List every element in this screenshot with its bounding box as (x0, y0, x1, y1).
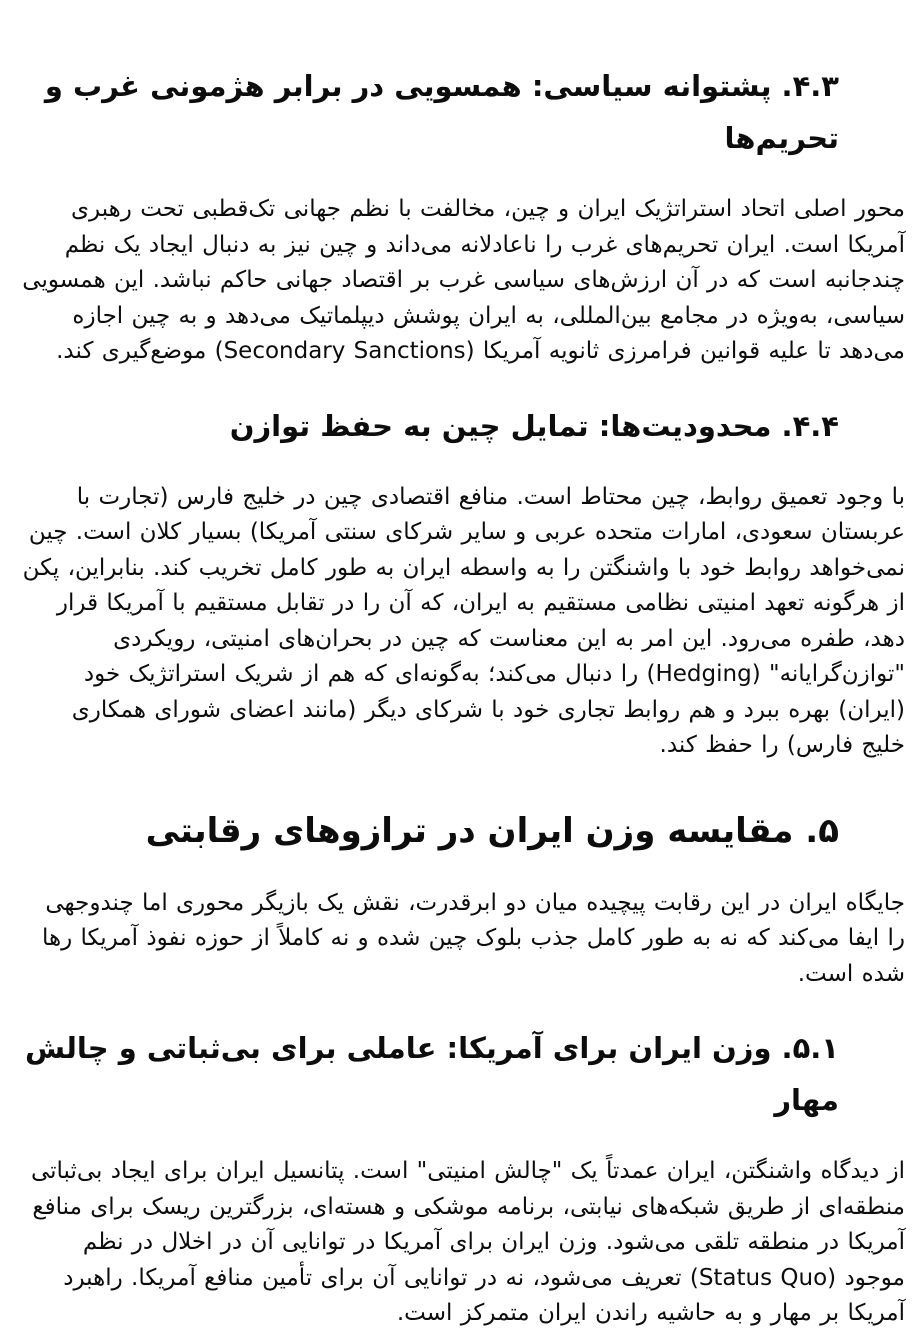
section-heading-5-1-iran-weight-for-america: ۵.۱. وزن ایران برای آمریکا: عاملی برای بی‌ثباتی و چالش مهار (24, 1031, 839, 1117)
paragraph-us-view-of-iran: از دیدگاه واشنگتن، ایران عمدتاً یک "چالش امنیتی" است. پتانسیل ایران برای ایجاد بی‌ثباتی منطقه‌ای از طریق شبکه‌های نیابتی، برنامه موشکی و هسته‌ای، بزرگترین ریسک برای منافع آمریکا در منطقه تلقی می‌شود. وزن ایران برای آمریکا در توانایی آن در اخلال در نظم موجود (Status Quo) تعریف می‌شود، نه در توانایی آن برای تأمین منافع آمریکا. راهبرد آمریکا بر مهار و به حاشیه راندن ایران متمرکز است. (30, 1158, 905, 1326)
section-heading-5-iran-weight-comparison: ۵. مقایسه وزن ایران در ترازوهای رقابتی (145, 810, 839, 851)
paragraph-china-balance: با وجود تعمیق روابط، چین محتاط است. منافع اقتصادی چین در خلیج فارس (تجارت با عربستان سعودی، امارات متحده عربی و سایر شرکای سنتی آمریکا) بسیار کلان است. چین نمی‌خواهد روابط خود با واشنگتن را به واسطه ایران به طور کامل تخریب کند. بنابراین، پکن از هرگونه تعهد امنیتی نظامی مستقیم به ایران، که آن را در تقابل مستقیم با آمریکا قرار دهد، طفره می‌رود. این امر به این معناست که چین در بحران‌های امنیتی، رویکردی "توازن‌گرایانه" (Hedging) را دنبال می‌کند؛ به‌گونه‌ای که هم از شریک استراتژیک خود (ایران) بهره ببرد و هم روابط تجاری خود با شرکای دیگر (مانند اعضای شورای همکاری خلیج فارس) را حفظ کند. (22, 483, 905, 758)
paragraph-political-backing: محور اصلی اتحاد استراتژیک ایران و چین، مخالفت با نظم جهانی تک‌قطبی تحت رهبری آمریکا است. ایران تحریم‌های غرب را ناعادلانه می‌داند و چین نیز به دنبال ایجاد یک نظم چندجانبه است که در آن ارزش‌های سیاسی غرب بر اقتصاد جهانی حاکم نباشد. این همسویی سیاسی، به‌ویژه در مجامع بین‌المللی، به ایران پوشش دیپلماتیک می‌دهد و به چین اجازه می‌دهد تا علیه قوانین فرامرزی ثانویه آمریکا (Secondary Sanctions) موضع‌گیری کند. (22, 196, 905, 364)
paragraph-iran-position: جایگاه ایران در این رقابت پیچیده میان دو ابرقدرت، نقش یک بازیگر محوری اما چندوجهی را ایفا می‌کند که نه به طور کامل جذب بلوک چین شده و نه کاملاً از حوزه نفوذ آمریکا رها شده است. (41, 889, 905, 987)
section-heading-4-3-political-backing: ۴.۳. پشتوانه سیاسی: همسویی در برابر هژمونی غرب و تحریم‌ها (44, 69, 839, 155)
section-heading-4-4-limitations: ۴.۴. محدودیت‌ها: تمایل چین به حفظ توازن (229, 408, 839, 443)
